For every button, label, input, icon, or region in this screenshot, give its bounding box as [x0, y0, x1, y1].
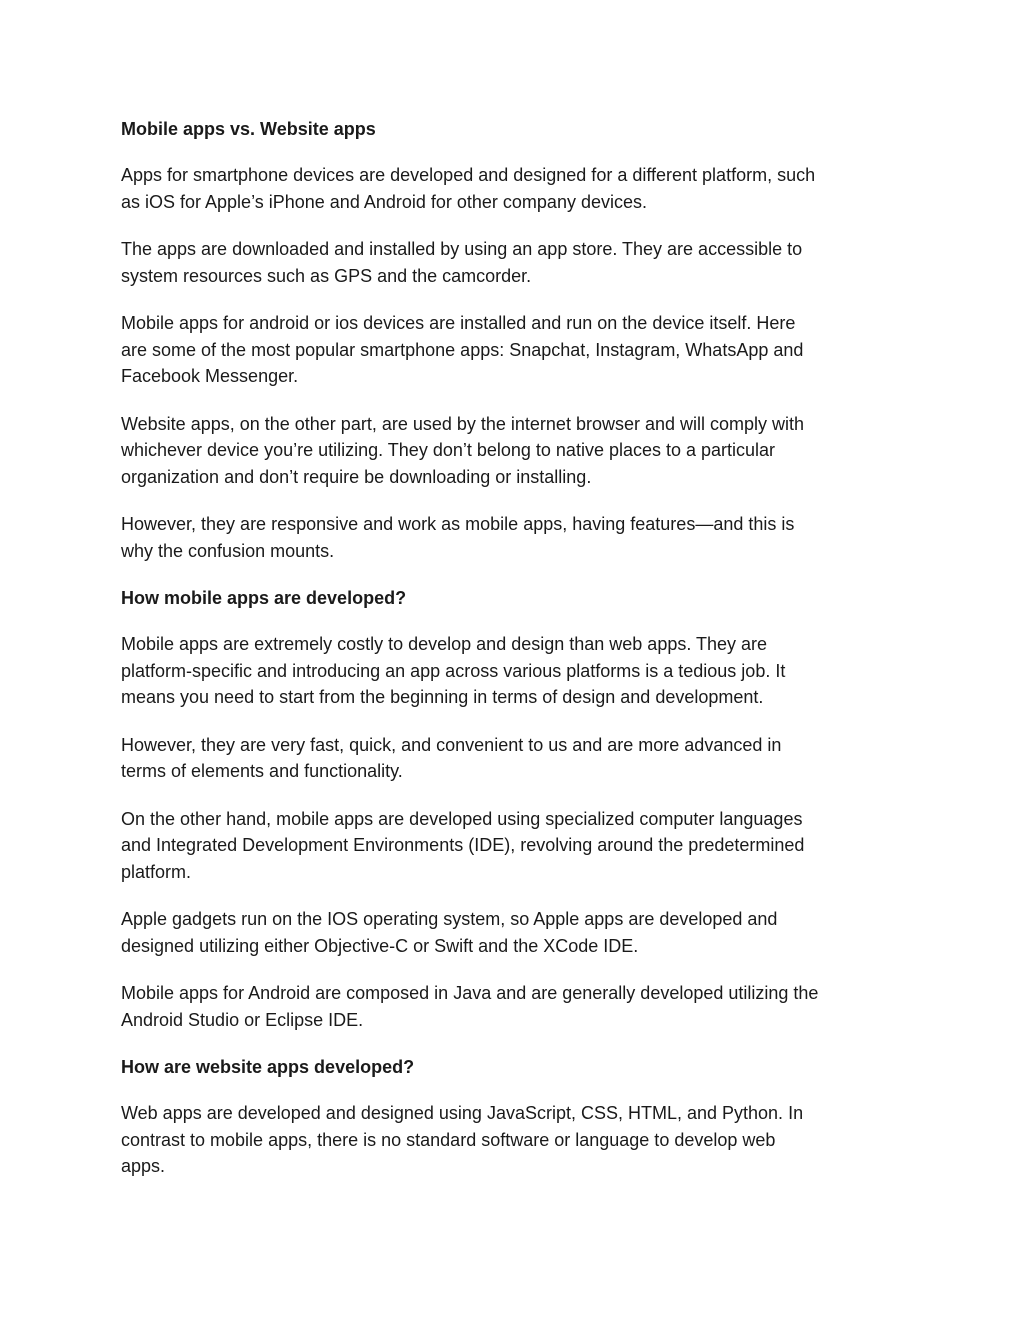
- paragraph: [121, 631, 901, 711]
- paragraph: [121, 411, 901, 491]
- section-heading: How mobile apps are developed?: [121, 588, 407, 608]
- document-body: [121, 116, 901, 1201]
- paragraph-line: apps.: [121, 1156, 166, 1176]
- section-heading: Mobile apps vs. Website apps: [121, 119, 376, 139]
- paragraph-line: system resources such as GPS and the camcorder.: [121, 265, 532, 286]
- paragraph-line: as iOS for Apple’s iPhone and Android for other company devices.: [121, 191, 647, 212]
- paragraph-line: platform-specific and introducing an app across various platforms is a tedious job. It: [121, 660, 786, 681]
- paragraph-line: why the confusion mounts.: [121, 540, 335, 561]
- paragraph-line: designed utilizing either Objective-C or Swift and the XCode IDE.: [121, 935, 639, 956]
- paragraph: [121, 236, 901, 289]
- paragraph: [121, 1100, 901, 1180]
- paragraph-line: Mobile apps are extremely costly to develop and design than web apps. They are: [121, 634, 768, 654]
- paragraph: [121, 806, 901, 886]
- paragraph-line: Website apps, on the other part, are used by the internet browser and will comply with: [121, 413, 805, 434]
- paragraph-line: are some of the most popular smartphone apps: Snapchat, Instagram, WhatsApp and: [121, 339, 804, 360]
- paragraph-line: The apps are downloaded and installed by using an app store. They are accessible to: [121, 239, 803, 259]
- paragraph: [121, 980, 901, 1033]
- paragraph-line: means you need to start from the beginning in terms of design and development.: [121, 687, 764, 707]
- section-heading: How are website apps developed?: [121, 1057, 415, 1077]
- paragraph-line: On the other hand, mobile apps are developed using specialized computer languages: [121, 808, 803, 829]
- paragraph-line: terms of elements and functionality.: [121, 761, 403, 781]
- paragraph-line: Facebook Messenger.: [121, 366, 299, 386]
- paragraph-line: Mobile apps for Android are composed in Java and are generally developed utilizing the: [121, 983, 819, 1003]
- paragraph: [121, 732, 901, 785]
- paragraph-line: Apps for smartphone devices are developed and designed for a different platform, such: [121, 165, 816, 185]
- paragraph-line: Web apps are developed and designed using JavaScript, CSS, HTML, and Python. In: [121, 1103, 804, 1123]
- paragraph-line: Mobile apps for android or ios devices are installed and run on the device itself. Here: [121, 313, 796, 333]
- paragraph-line: However, they are responsive and work as mobile apps, having features—and this is: [121, 514, 795, 534]
- paragraph: [121, 906, 901, 959]
- paragraph-line: Android Studio or Eclipse IDE.: [121, 1009, 364, 1030]
- paragraph-line: and Integrated Development Environments (IDE), revolving around the predetermined: [121, 835, 805, 855]
- paragraph-line: Apple gadgets run on the IOS operating system, so Apple apps are developed and: [121, 909, 778, 929]
- paragraph: [121, 511, 901, 564]
- paragraph-line: organization and don’t require be downloading or installing.: [121, 466, 592, 487]
- paragraph-line: contrast to mobile apps, there is no standard software or language to develop web: [121, 1129, 776, 1150]
- paragraph-line: However, they are very fast, quick, and convenient to us and are more advanced in: [121, 734, 782, 755]
- paragraph-line: whichever device you’re utilizing. They don’t belong to native places to a particular: [121, 440, 776, 460]
- paragraph: [121, 310, 901, 390]
- paragraph-line: platform.: [121, 861, 192, 882]
- paragraph: [121, 162, 901, 215]
